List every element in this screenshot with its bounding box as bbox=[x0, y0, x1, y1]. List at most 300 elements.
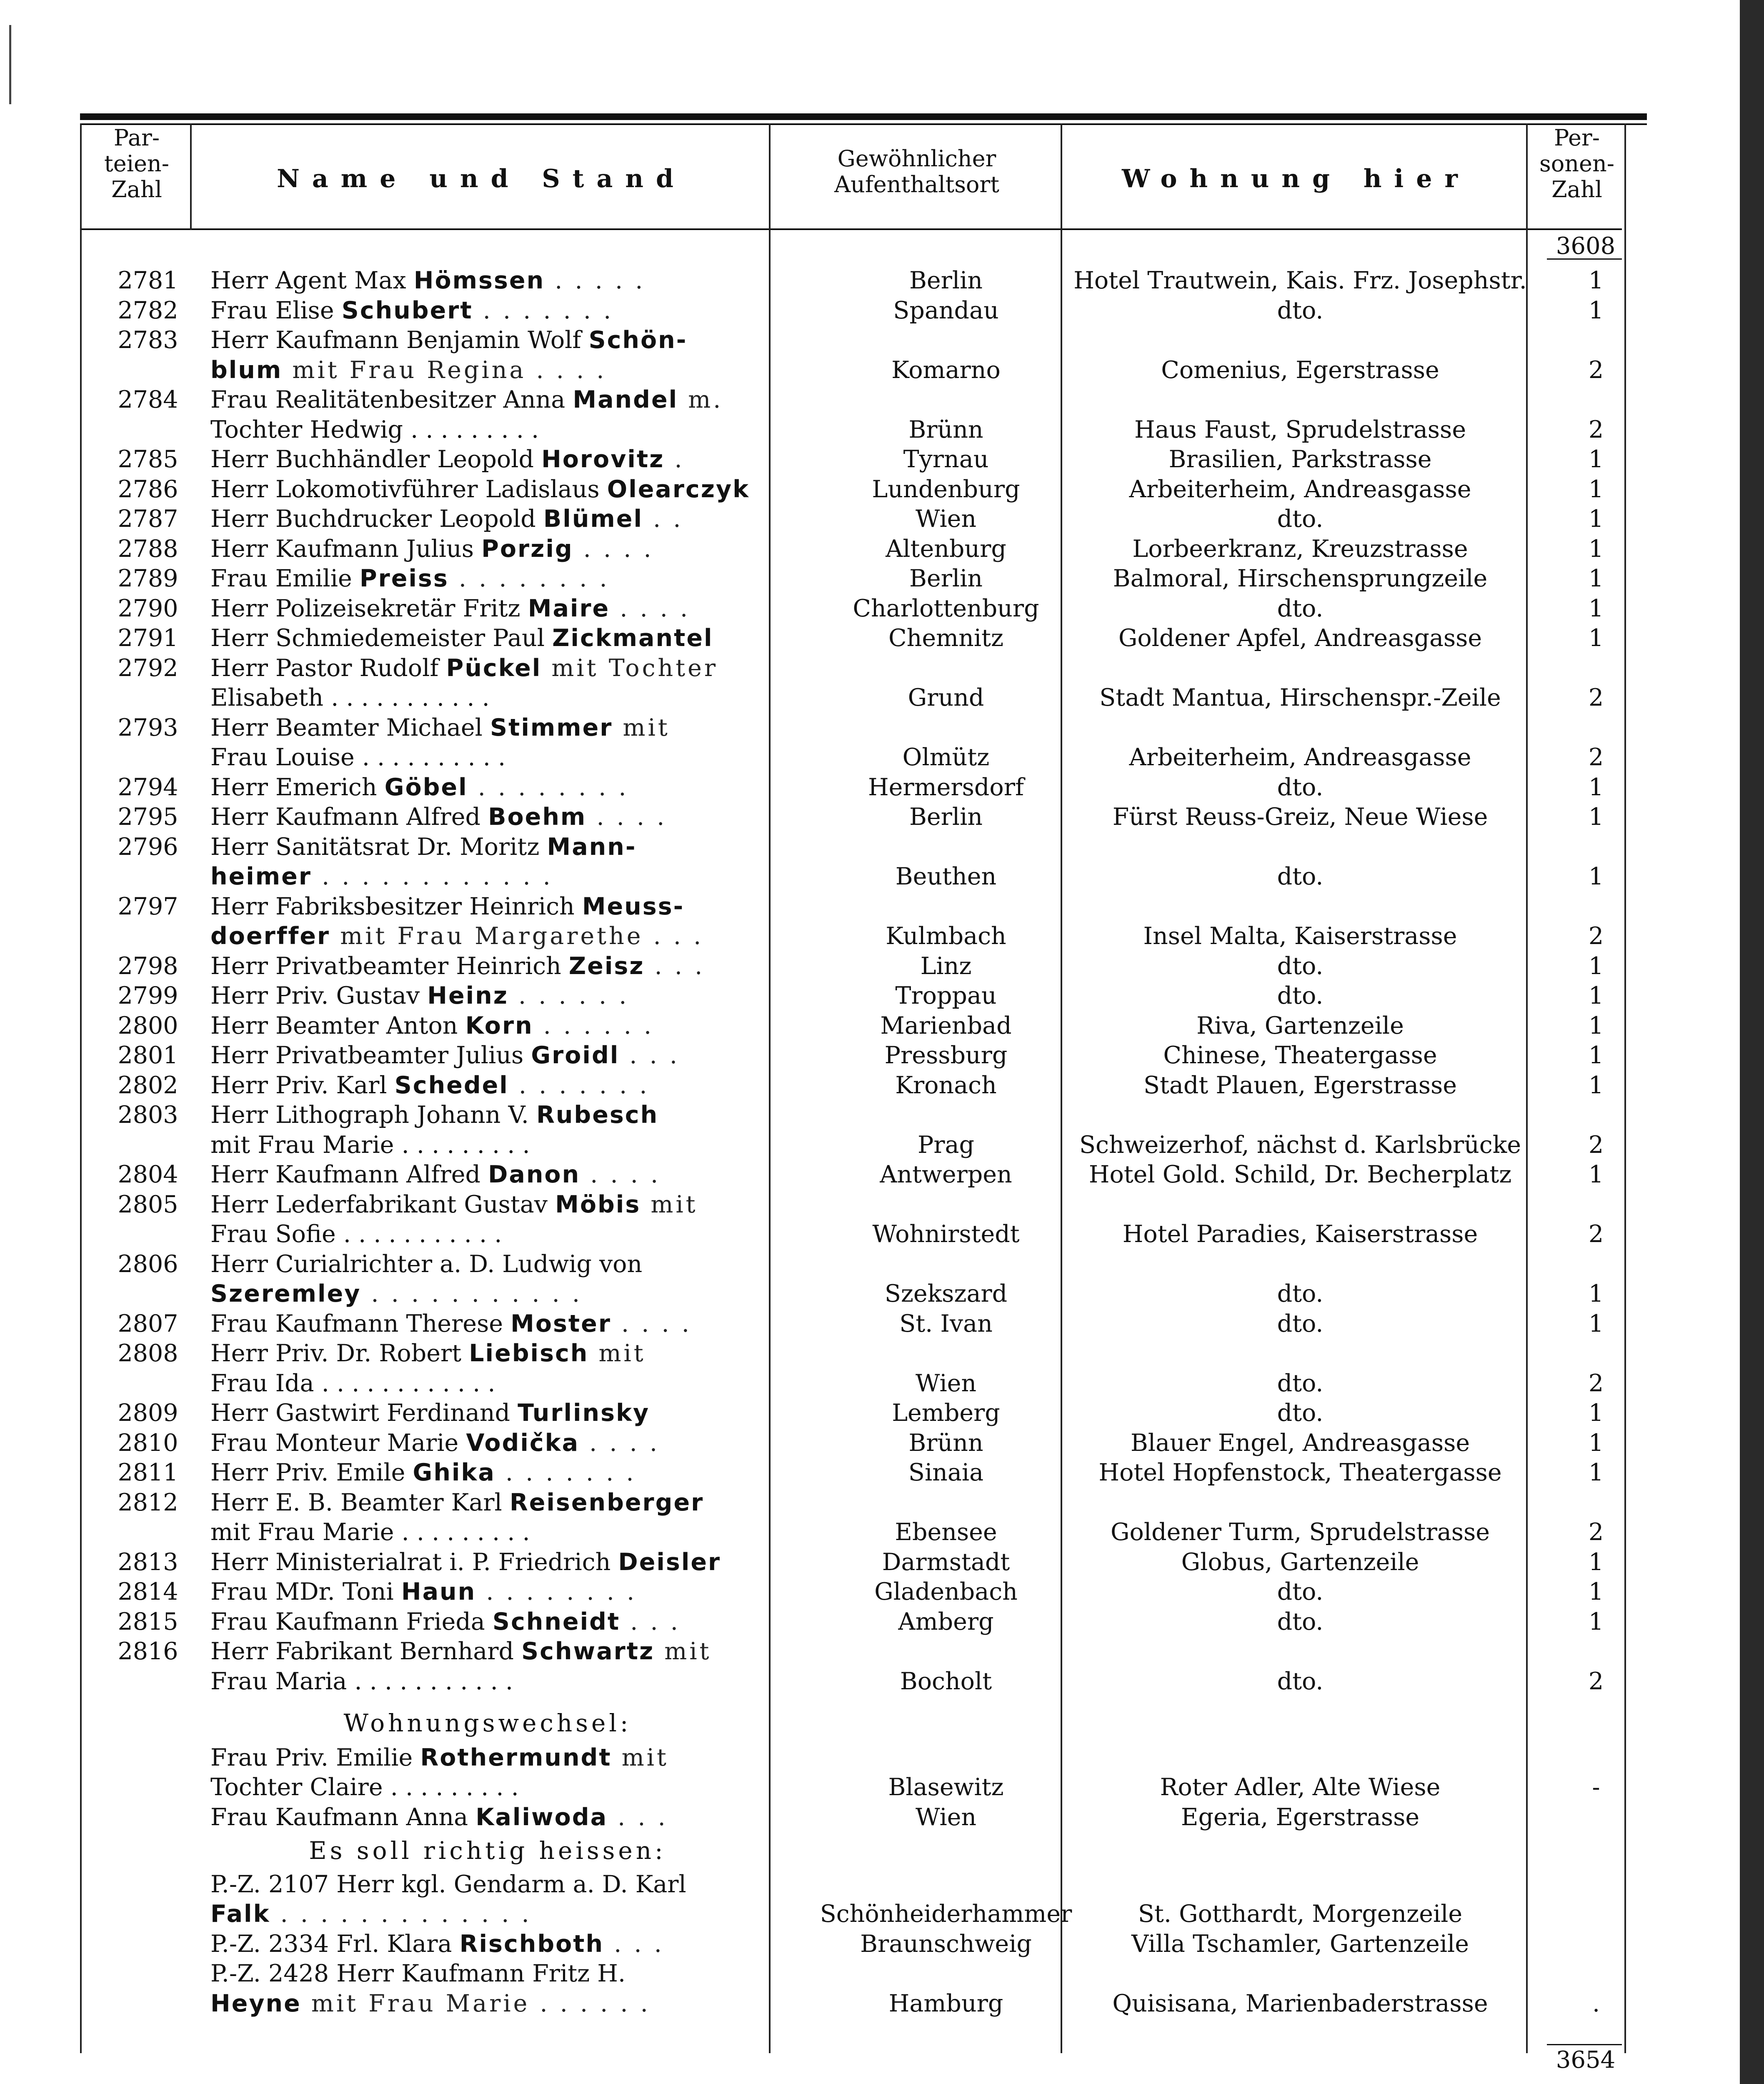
name-line bbox=[210, 1398, 765, 1428]
name-text: Herr Buchdrucker Leopold bbox=[210, 505, 543, 533]
origin: Altenburg bbox=[886, 535, 1006, 563]
name-line bbox=[210, 624, 765, 653]
persons: . bbox=[1592, 1989, 1600, 2017]
name-suffix: m. bbox=[678, 386, 723, 413]
surname: Liebisch bbox=[469, 1340, 589, 1367]
surname: Preiss bbox=[359, 565, 449, 592]
origin: Charlottenburg bbox=[853, 594, 1039, 622]
origin: Amberg bbox=[898, 1608, 994, 1636]
name-line bbox=[210, 1130, 765, 1160]
header-line: Par- bbox=[113, 125, 160, 151]
name-suffix: . . . . bbox=[580, 1161, 661, 1188]
party-number: 2813 bbox=[118, 1548, 178, 1576]
party-number: 2816 bbox=[118, 1638, 178, 1665]
header-line: Per- bbox=[1554, 125, 1600, 151]
dwelling: Arbeiterheim, Andreasgasse bbox=[1129, 744, 1471, 771]
name-text: Herr Beamter Anton bbox=[210, 1012, 465, 1039]
name-suffix: . . . bbox=[608, 1803, 668, 1831]
name-line bbox=[210, 1220, 765, 1249]
dwelling: Insel Malta, Kaiserstrasse bbox=[1143, 922, 1457, 950]
name-line bbox=[210, 1100, 765, 1130]
party-number: 2790 bbox=[118, 594, 178, 622]
dwelling: Schweizerhof, nächst d. Karlsbrücke bbox=[1079, 1131, 1521, 1159]
name-line bbox=[210, 862, 765, 891]
dwelling: Blauer Engel, Andreasgasse bbox=[1130, 1429, 1470, 1457]
name-text: Herr Kaufmann Alfred bbox=[210, 803, 488, 831]
persons: 2 bbox=[1588, 1667, 1604, 1695]
persons: 1 bbox=[1588, 1012, 1604, 1039]
name-text: Tochter Hedwig . . . . . . . . . bbox=[210, 416, 539, 443]
persons: 1 bbox=[1588, 296, 1604, 324]
name-suffix: . . . . . . . . . . . . bbox=[311, 863, 553, 890]
name-line bbox=[210, 1989, 765, 2018]
dwelling: Lorbeerkranz, Kreuzstrasse bbox=[1132, 535, 1468, 563]
party-number: 2814 bbox=[118, 1578, 178, 1606]
name-line bbox=[210, 892, 765, 921]
name-suffix: . . . bbox=[620, 1608, 681, 1636]
persons: 1 bbox=[1588, 475, 1604, 503]
origin: Wien bbox=[915, 1803, 977, 1831]
party-number: 2807 bbox=[118, 1310, 178, 1338]
surname: Schön- bbox=[588, 326, 688, 354]
name-text: Herr Lithograph Johann V. bbox=[210, 1101, 536, 1129]
name-suffix: mit Frau Margarethe . . . bbox=[330, 922, 704, 950]
name-suffix: . . . . . . bbox=[533, 1012, 654, 1039]
name-line bbox=[210, 773, 765, 802]
origin: Tyrnau bbox=[903, 446, 989, 473]
dwelling: Globus, Gartenzeile bbox=[1181, 1548, 1419, 1576]
persons: 1 bbox=[1588, 1310, 1604, 1338]
surname: Schubert bbox=[341, 296, 473, 324]
dwelling: Goldener Turm, Sprudelstrasse bbox=[1111, 1518, 1490, 1546]
party-number: 2794 bbox=[118, 773, 178, 801]
origin: Hermersdorf bbox=[868, 773, 1024, 801]
party-number: 2787 bbox=[118, 505, 178, 533]
name-text: Herr Lokomotivführer Ladislaus bbox=[210, 475, 607, 503]
dwelling: Roter Adler, Alte Wiese bbox=[1160, 1773, 1441, 1801]
name-text: Herr Privatbeamter Heinrich bbox=[210, 952, 569, 980]
header-line: Zahl bbox=[1551, 176, 1602, 203]
name-line bbox=[210, 1279, 765, 1308]
persons: 2 bbox=[1588, 356, 1604, 384]
name-line bbox=[210, 1577, 765, 1606]
dwelling: Villa Tschamler, Gartenzeile bbox=[1131, 1930, 1469, 1958]
dwelling: dto. bbox=[1277, 1608, 1324, 1636]
name-text: Frau Sofie . . . . . . . . . . . bbox=[210, 1220, 502, 1248]
party-number: 2783 bbox=[118, 326, 178, 354]
name-suffix: mit Frau Marie . . . . . . bbox=[301, 1989, 651, 2017]
header-line: Zahl bbox=[111, 176, 162, 203]
dwelling: dto. bbox=[1277, 1369, 1324, 1397]
persons: 2 bbox=[1588, 1220, 1604, 1248]
header-line: sonen- bbox=[1539, 150, 1614, 177]
dwelling: Fürst Reuss-Greiz, Neue Wiese bbox=[1112, 803, 1488, 831]
section-heading-change: Wohnungswechsel: bbox=[343, 1709, 632, 1737]
origin: Darmstadt bbox=[882, 1548, 1010, 1576]
party-number: 2792 bbox=[118, 654, 178, 682]
dwelling: Goldener Apfel, Andreasgasse bbox=[1118, 624, 1482, 652]
name-line bbox=[210, 713, 765, 742]
name-line bbox=[210, 415, 765, 444]
name-text: Herr Priv. Karl bbox=[210, 1071, 395, 1099]
name-suffix: . . . . bbox=[611, 1310, 692, 1338]
name-suffix: . . . . . . . . bbox=[448, 565, 610, 592]
name-text: Frau Maria . . . . . . . . . . . bbox=[210, 1667, 513, 1695]
name-text: Herr Lederfabrikant Gustav bbox=[210, 1190, 555, 1218]
name-text: Herr Emerich bbox=[210, 773, 385, 801]
surname: doerffer bbox=[210, 922, 330, 950]
dwelling: Haus Faust, Sprudelstrasse bbox=[1134, 416, 1466, 443]
name-line bbox=[210, 1488, 765, 1517]
party-number: 2804 bbox=[118, 1161, 178, 1188]
dwelling: dto. bbox=[1277, 1280, 1324, 1308]
origin: Wien bbox=[915, 505, 977, 533]
name-text: P.-Z. 2107 Herr kgl. Gendarm a. D. Karl bbox=[210, 1870, 686, 1898]
surname: Deisler bbox=[618, 1548, 721, 1576]
name-text: Herr Gastwirt Ferdinand bbox=[210, 1399, 518, 1427]
name-text: Herr Kaufmann Alfred bbox=[210, 1161, 488, 1188]
dwelling: Egeria, Egerstrasse bbox=[1181, 1803, 1420, 1831]
section-heading-correction: Es soll richtig heissen: bbox=[309, 1836, 666, 1865]
name-text: Herr Buchhändler Leopold bbox=[210, 446, 542, 473]
name-text: Frau Kaufmann Frieda bbox=[210, 1608, 493, 1636]
persons: 1 bbox=[1588, 982, 1604, 1009]
name-text: Herr Beamter Michael bbox=[210, 714, 490, 741]
name-text: Frau MDr. Toni bbox=[210, 1578, 401, 1606]
surname: Korn bbox=[465, 1012, 533, 1039]
surname: Stimmer bbox=[490, 714, 613, 741]
origin: Blasewitz bbox=[888, 1773, 1004, 1801]
surname: Schneidt bbox=[492, 1608, 621, 1636]
persons: 2 bbox=[1588, 922, 1604, 950]
name-line bbox=[210, 1959, 765, 1988]
dwelling: Brasilien, Parkstrasse bbox=[1168, 446, 1432, 473]
persons: 1 bbox=[1588, 1280, 1604, 1308]
persons: 1 bbox=[1588, 1161, 1604, 1188]
origin: Braunschweig bbox=[860, 1930, 1032, 1958]
party-number: 2793 bbox=[118, 714, 178, 741]
surname: Pückel bbox=[446, 654, 542, 682]
surname: Olearczyk bbox=[607, 475, 750, 503]
persons: 1 bbox=[1588, 624, 1604, 652]
name-line bbox=[210, 1428, 765, 1458]
surname: Rischboth bbox=[459, 1930, 604, 1958]
origin: Troppau bbox=[895, 982, 997, 1009]
party-number: 2803 bbox=[118, 1101, 178, 1129]
name-text: Frau Emilie bbox=[210, 565, 360, 592]
name-text: mit Frau Marie . . . . . . . . . bbox=[210, 1518, 530, 1546]
dwelling: Hotel Trautwein, Kais. Frz. Josephstr. bbox=[1073, 267, 1527, 294]
party-number: 2782 bbox=[118, 296, 178, 324]
name-line bbox=[210, 922, 765, 951]
party-number: 2789 bbox=[118, 565, 178, 592]
persons: 1 bbox=[1588, 952, 1604, 980]
surname: Schwartz bbox=[521, 1638, 655, 1665]
origin: Brünn bbox=[908, 1429, 983, 1457]
persons: 1 bbox=[1588, 1429, 1604, 1457]
party-number: 2788 bbox=[118, 535, 178, 563]
dwelling: St. Gotthardt, Morgenzeile bbox=[1138, 1900, 1463, 1928]
dwelling: Hotel Gold. Schild, Dr. Becherplatz bbox=[1088, 1161, 1512, 1188]
origin: Linz bbox=[920, 952, 972, 980]
persons: 1 bbox=[1588, 535, 1604, 563]
name-line bbox=[210, 1548, 765, 1577]
party-number: 2781 bbox=[118, 267, 178, 294]
origin: Kulmbach bbox=[886, 922, 1006, 950]
origin: Brünn bbox=[908, 416, 983, 443]
party-number: 2810 bbox=[118, 1429, 178, 1457]
surname: Turlinsky bbox=[518, 1399, 650, 1427]
surname: Heinz bbox=[427, 982, 508, 1009]
name-text: Frau Louise . . . . . . . . . . bbox=[210, 744, 506, 771]
name-text: Herr Fabrikant Bernhard bbox=[210, 1638, 522, 1665]
surname: Mann- bbox=[547, 833, 637, 861]
name-text: Herr Kaufmann Benjamin Wolf bbox=[210, 326, 589, 354]
origin: Berlin bbox=[909, 803, 983, 831]
persons: 1 bbox=[1588, 863, 1604, 890]
surname: Mandel bbox=[573, 386, 678, 413]
name-text: Herr Priv. Gustav bbox=[210, 982, 428, 1009]
name-text: Frau Kaufmann Anna bbox=[210, 1803, 476, 1831]
surname: Danon bbox=[488, 1161, 580, 1188]
name-line bbox=[210, 1160, 765, 1189]
surname: Blümel bbox=[543, 505, 643, 533]
surname: Falk bbox=[210, 1900, 270, 1928]
header-line: teien- bbox=[104, 150, 169, 177]
name-line bbox=[210, 1190, 765, 1219]
surname: Kaliwoda bbox=[475, 1803, 608, 1831]
party-number: 2811 bbox=[118, 1459, 178, 1486]
surname: Göbel bbox=[384, 773, 468, 801]
name-suffix: . . . . . . . bbox=[495, 1459, 636, 1486]
surname: Rubesch bbox=[536, 1101, 659, 1129]
dwelling: Stadt Plauen, Egerstrasse bbox=[1143, 1071, 1457, 1099]
persons: 1 bbox=[1588, 594, 1604, 622]
name-suffix: . . . bbox=[619, 1042, 680, 1069]
name-line bbox=[210, 1667, 765, 1696]
origin: Komarno bbox=[891, 356, 1001, 384]
name-line bbox=[210, 952, 765, 981]
surname: Horovitz bbox=[541, 446, 665, 473]
name-text: Herr Privatbeamter Julius bbox=[210, 1042, 531, 1069]
persons: 2 bbox=[1588, 1131, 1604, 1159]
name-text: Elisabeth . . . . . . . . . . . bbox=[210, 684, 490, 711]
dwelling: dto. bbox=[1277, 1578, 1324, 1606]
name-line bbox=[210, 266, 765, 295]
dwelling: dto. bbox=[1277, 952, 1324, 980]
persons: 1 bbox=[1588, 773, 1604, 801]
name-suffix: . . . . . . . bbox=[508, 1071, 650, 1099]
persons: 1 bbox=[1588, 1459, 1604, 1486]
party-number: 2808 bbox=[118, 1340, 178, 1367]
name-line bbox=[210, 832, 765, 862]
party-number: 2784 bbox=[118, 386, 178, 413]
surname: Zeisz bbox=[568, 952, 645, 980]
name-line bbox=[210, 1773, 765, 1802]
name-line bbox=[210, 1369, 765, 1398]
dwelling: dto. bbox=[1277, 296, 1324, 324]
origin: Wohnirstedt bbox=[872, 1220, 1020, 1248]
name-line bbox=[210, 1339, 765, 1368]
persons: 1 bbox=[1588, 1399, 1604, 1427]
name-line bbox=[210, 1743, 765, 1772]
dwelling: Balmoral, Hirschensprungzeile bbox=[1113, 565, 1488, 592]
dwelling: Stadt Mantua, Hirschenspr.-Zeile bbox=[1099, 684, 1501, 711]
party-number: 2785 bbox=[118, 446, 178, 473]
header-line: Gewöhnlicher bbox=[837, 145, 996, 172]
name-line bbox=[210, 1870, 765, 1899]
origin: Spandau bbox=[893, 296, 999, 324]
surname: Reisenberger bbox=[509, 1488, 704, 1516]
origin: Ebensee bbox=[895, 1518, 997, 1546]
surname: Rothermundt bbox=[420, 1743, 612, 1771]
persons: 1 bbox=[1588, 505, 1604, 533]
persons: 2 bbox=[1588, 1518, 1604, 1546]
party-number: 2809 bbox=[118, 1399, 178, 1427]
origin: Chemnitz bbox=[888, 624, 1003, 652]
name-line bbox=[210, 296, 765, 325]
party-number: 2815 bbox=[118, 1608, 178, 1636]
persons: 1 bbox=[1588, 803, 1604, 831]
party-number: 2802 bbox=[118, 1071, 178, 1099]
dwelling: Hotel Hopfenstock, Theatergasse bbox=[1098, 1459, 1502, 1486]
persons: - bbox=[1592, 1773, 1600, 1801]
name-line bbox=[210, 1011, 765, 1040]
name-suffix: . . . . bbox=[579, 1429, 660, 1457]
name-suffix: . . . . bbox=[586, 803, 667, 831]
persons: 1 bbox=[1588, 565, 1604, 592]
name-line bbox=[210, 1607, 765, 1636]
name-text: Frau Monteur Marie bbox=[210, 1429, 466, 1457]
name-text: Herr Agent Max bbox=[210, 267, 414, 294]
name-suffix: . . . . . . . . . . . . . bbox=[270, 1900, 532, 1928]
name-line bbox=[210, 504, 765, 534]
party-number: 2798 bbox=[118, 952, 178, 980]
dwelling: dto. bbox=[1277, 1667, 1324, 1695]
name-line bbox=[210, 1458, 765, 1487]
origin: Beuthen bbox=[895, 863, 997, 890]
party-number: 2805 bbox=[118, 1190, 178, 1218]
origin: Lemberg bbox=[892, 1399, 1000, 1427]
persons: 1 bbox=[1588, 446, 1604, 473]
dwelling: dto. bbox=[1277, 1310, 1324, 1338]
name-suffix: mit bbox=[588, 1340, 646, 1367]
name-text: Frau Ida . . . . . . . . . . . . bbox=[210, 1369, 495, 1397]
origin: Marienbad bbox=[880, 1012, 1012, 1039]
name-line bbox=[210, 594, 765, 623]
surname: blum bbox=[210, 356, 283, 384]
name-line bbox=[210, 1309, 765, 1338]
name-suffix: . . . . bbox=[573, 535, 654, 563]
persons: 1 bbox=[1588, 1548, 1604, 1576]
name-suffix: mit bbox=[611, 1743, 669, 1771]
carryover-total: 3608 bbox=[1556, 233, 1616, 260]
surname: Maire bbox=[528, 594, 610, 622]
name-line bbox=[210, 356, 765, 385]
name-line bbox=[210, 981, 765, 1010]
surname: heimer bbox=[210, 863, 312, 890]
name-suffix: . . bbox=[643, 505, 683, 533]
name-suffix: . . . . . . . . bbox=[476, 1578, 637, 1606]
persons: 1 bbox=[1588, 1578, 1604, 1606]
dwelling: Comenius, Egerstrasse bbox=[1161, 356, 1439, 384]
name-text: P.-Z. 2428 Herr Kaufmann Fritz H. bbox=[210, 1960, 626, 1987]
name-line bbox=[210, 564, 765, 593]
name-text: Herr Pastor Rudolf bbox=[210, 654, 446, 682]
party-number: 2812 bbox=[118, 1488, 178, 1516]
name-text: Herr E. B. Beamter Karl bbox=[210, 1488, 510, 1516]
origin: Bocholt bbox=[900, 1667, 992, 1695]
persons: 2 bbox=[1588, 1369, 1604, 1397]
dwelling: dto. bbox=[1277, 863, 1324, 890]
origin: Sinaia bbox=[908, 1459, 984, 1486]
persons: 1 bbox=[1588, 267, 1604, 294]
party-number: 2800 bbox=[118, 1012, 178, 1039]
name-suffix: . . . . . . bbox=[508, 982, 629, 1009]
persons: 2 bbox=[1588, 684, 1604, 711]
origin: Lundenburg bbox=[872, 475, 1020, 503]
party-number: 2797 bbox=[118, 892, 178, 920]
header-name: Name und Stand bbox=[277, 164, 686, 193]
name-suffix: mit Frau Regina . . . . bbox=[282, 356, 607, 384]
name-line bbox=[210, 743, 765, 772]
origin: Hamburg bbox=[888, 1989, 1003, 2017]
name-line bbox=[210, 1929, 765, 1959]
name-text: Herr Fabriksbesitzer Heinrich bbox=[210, 892, 582, 920]
origin: Berlin bbox=[909, 267, 983, 294]
surname: Meuss- bbox=[582, 892, 685, 920]
header-line: Aufenthaltsort bbox=[834, 171, 999, 198]
origin: Pressburg bbox=[884, 1042, 1008, 1069]
surname: Haun bbox=[401, 1578, 476, 1606]
dwelling: Chinese, Theatergasse bbox=[1163, 1042, 1437, 1069]
name-line bbox=[210, 475, 765, 504]
name-suffix: . bbox=[664, 446, 685, 473]
name-line bbox=[210, 1899, 765, 1929]
header-dwelling: Wohnung hier bbox=[1121, 164, 1471, 193]
origin: Grund bbox=[908, 684, 984, 711]
name-suffix: mit bbox=[641, 1190, 698, 1218]
persons: 1 bbox=[1588, 1071, 1604, 1099]
name-suffix: . . . . . . . . bbox=[468, 773, 629, 801]
page-edge-shadow bbox=[1740, 0, 1764, 2084]
name-line bbox=[210, 802, 765, 832]
name-line bbox=[210, 1041, 765, 1070]
party-number: 2799 bbox=[118, 982, 178, 1009]
name-text: P.-Z. 2334 Frl. Klara bbox=[210, 1930, 460, 1958]
name-text: Herr Schmiedemeister Paul bbox=[210, 624, 553, 652]
origin: Prag bbox=[917, 1131, 975, 1159]
final-total: 3654 bbox=[1556, 2046, 1616, 2074]
origin: St. Ivan bbox=[899, 1310, 993, 1338]
origin: Olmütz bbox=[902, 744, 990, 771]
name-suffix: . . . . bbox=[610, 594, 691, 622]
party-number: 2786 bbox=[118, 475, 178, 503]
persons: 2 bbox=[1588, 744, 1604, 771]
name-text: mit Frau Marie . . . . . . . . . bbox=[210, 1131, 530, 1159]
surname: Schedel bbox=[394, 1071, 509, 1099]
name-line bbox=[210, 385, 765, 414]
origin: Wien bbox=[915, 1369, 977, 1397]
name-suffix: . . . bbox=[644, 952, 705, 980]
name-line bbox=[210, 1637, 765, 1666]
surname: Groidl bbox=[531, 1042, 620, 1069]
name-text: Herr Kaufmann Julius bbox=[210, 535, 482, 563]
name-text: Herr Sanitätsrat Dr. Moritz bbox=[210, 833, 547, 861]
name-suffix: mit bbox=[613, 714, 670, 741]
persons: 1 bbox=[1588, 1608, 1604, 1636]
name-text: Herr Priv. Dr. Robert bbox=[210, 1340, 469, 1367]
